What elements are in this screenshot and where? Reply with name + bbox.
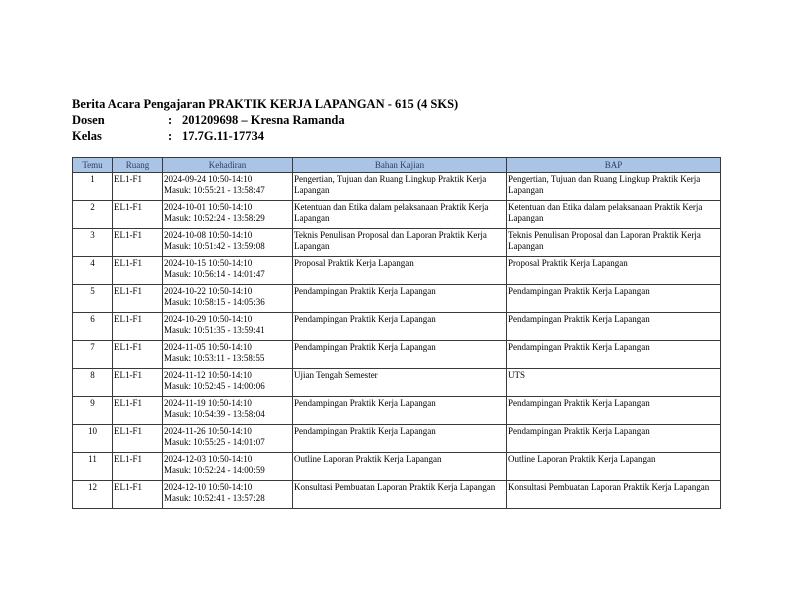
kelas-colon: : xyxy=(168,129,173,143)
kehadiran-checkin: Masuk: 10:51:42 - 13:59:08 xyxy=(164,240,265,251)
cell-bahan-kajian: Pendampingan Praktik Kerja Lapangan xyxy=(293,397,507,425)
cell-temu: 4 xyxy=(73,257,113,285)
cell-bap: Outline Laporan Praktik Kerja Lapangan xyxy=(507,453,721,481)
cell-kehadiran xyxy=(163,257,293,285)
cell-kehadiran xyxy=(163,425,293,453)
table-row xyxy=(73,229,721,257)
cell-bahan-kajian: Ujian Tengah Semester xyxy=(293,369,507,397)
cell-ruang: EL1-F1 xyxy=(113,341,163,369)
cell-ruang: EL1-F1 xyxy=(113,201,163,229)
kehadiran-schedule: 2024-12-10 10:50-14:10 xyxy=(164,482,253,492)
cell-temu: 1 xyxy=(73,173,113,201)
table-row xyxy=(73,313,721,341)
cell-kehadiran xyxy=(163,173,293,201)
table-row xyxy=(73,397,721,425)
cell-temu: 11 xyxy=(73,453,113,481)
cell-temu: 10 xyxy=(73,425,113,453)
column-header-temu: Temu xyxy=(73,158,113,173)
table-row xyxy=(73,285,721,313)
cell-bahan-kajian: Pendampingan Praktik Kerja Lapangan xyxy=(293,285,507,313)
table-row xyxy=(73,173,721,201)
table-row xyxy=(73,453,721,481)
dosen-value: 201209698 – Kresna Ramanda xyxy=(182,113,345,127)
cell-ruang: EL1-F1 xyxy=(113,173,163,201)
cell-bap: Pendampingan Praktik Kerja Lapangan xyxy=(507,313,721,341)
cell-bahan-kajian: Pendampingan Praktik Kerja Lapangan xyxy=(293,341,507,369)
cell-bahan-kajian: Ketentuan dan Etika dalam pelaksanaan Praktik Kerja Lapangan xyxy=(293,201,507,229)
column-header-bap: BAP xyxy=(507,158,721,173)
cell-bahan-kajian: Outline Laporan Praktik Kerja Lapangan xyxy=(293,453,507,481)
table-row xyxy=(73,201,721,229)
kelas-value: 17.7G.11-17734 xyxy=(182,129,264,143)
kelas-label: Kelas xyxy=(72,129,102,143)
kehadiran-schedule: 2024-10-01 10:50-14:10 xyxy=(164,202,253,212)
kehadiran-schedule: 2024-10-08 10:50-14:10 xyxy=(164,230,253,240)
cell-kehadiran xyxy=(163,369,293,397)
kehadiran-schedule: 2024-11-05 10:50-14:10 xyxy=(164,342,252,352)
kehadiran-schedule: 2024-11-26 10:50-14:10 xyxy=(164,426,252,436)
cell-ruang: EL1-F1 xyxy=(113,313,163,341)
kehadiran-schedule: 2024-09-24 10:50-14:10 xyxy=(164,174,253,184)
cell-bap: Pendampingan Praktik Kerja Lapangan xyxy=(507,397,721,425)
kelas-row xyxy=(72,128,458,144)
kehadiran-checkin: Masuk: 10:55:21 - 13:58:47 xyxy=(164,184,265,195)
cell-kehadiran xyxy=(163,285,293,313)
kehadiran-schedule: 2024-11-19 10:50-14:10 xyxy=(164,398,252,408)
table-row xyxy=(73,341,721,369)
kehadiran-checkin: Masuk: 10:58:15 - 14:05:36 xyxy=(164,296,265,307)
table-row xyxy=(73,425,721,453)
column-header-ruang: Ruang xyxy=(113,158,163,173)
cell-kehadiran xyxy=(163,313,293,341)
kehadiran-checkin: Masuk: 10:54:39 - 13:58:04 xyxy=(164,408,265,419)
cell-bahan-kajian: Proposal Praktik Kerja Lapangan xyxy=(293,257,507,285)
cell-bap: Proposal Praktik Kerja Lapangan xyxy=(507,257,721,285)
document-title: Berita Acara Pengajaran PRAKTIK KERJA LAPANGAN - 615 (4 SKS) xyxy=(72,97,459,111)
cell-kehadiran xyxy=(163,341,293,369)
cell-ruang: EL1-F1 xyxy=(113,481,163,509)
cell-kehadiran xyxy=(163,453,293,481)
cell-temu: 5 xyxy=(73,285,113,313)
kehadiran-schedule: 2024-11-12 10:50-14:10 xyxy=(164,370,252,380)
cell-bap: Pendampingan Praktik Kerja Lapangan xyxy=(507,341,721,369)
cell-bap: Pengertian, Tujuan dan Ruang Lingkup Praktik Kerja Lapangan xyxy=(507,173,721,201)
kehadiran-schedule: 2024-10-15 10:50-14:10 xyxy=(164,258,253,268)
cell-ruang: EL1-F1 xyxy=(113,285,163,313)
kehadiran-checkin: Masuk: 10:52:45 - 14:00:06 xyxy=(164,380,265,391)
cell-temu: 2 xyxy=(73,201,113,229)
cell-bap: Pendampingan Praktik Kerja Lapangan xyxy=(507,425,721,453)
table-row xyxy=(73,369,721,397)
cell-bahan-kajian: Pendampingan Praktik Kerja Lapangan xyxy=(293,313,507,341)
kehadiran-checkin: Masuk: 10:52:24 - 14:00:59 xyxy=(164,464,265,475)
cell-ruang: EL1-F1 xyxy=(113,453,163,481)
cell-bap: Teknis Penulisan Proposal dan Laporan Praktik Kerja Lapangan xyxy=(507,229,721,257)
cell-bap: Pendampingan Praktik Kerja Lapangan xyxy=(507,285,721,313)
cell-ruang: EL1-F1 xyxy=(113,397,163,425)
cell-bap: Ketentuan dan Etika dalam pelaksanaan Praktik Kerja Lapangan xyxy=(507,201,721,229)
dosen-colon: : xyxy=(168,113,173,127)
dosen-row xyxy=(72,112,458,128)
cell-temu: 6 xyxy=(73,313,113,341)
cell-ruang: EL1-F1 xyxy=(113,425,163,453)
cell-bap: Konsultasi Pembuatan Laporan Praktik Kerja Lapangan xyxy=(507,481,721,509)
kehadiran-checkin: Masuk: 10:55:25 - 14:01:07 xyxy=(164,436,265,447)
cell-ruang: EL1-F1 xyxy=(113,229,163,257)
kehadiran-checkin: Masuk: 10:53:11 - 13:58:55 xyxy=(164,352,265,363)
column-header-bahan-kajian: Bahan Kajian xyxy=(293,158,507,173)
table-row xyxy=(73,481,721,509)
kehadiran-schedule: 2024-10-22 10:50-14:10 xyxy=(164,286,253,296)
cell-temu: 12 xyxy=(73,481,113,509)
kehadiran-checkin: Masuk: 10:56:14 - 14:01:47 xyxy=(164,268,265,279)
cell-bahan-kajian: Pengertian, Tujuan dan Ruang Lingkup Praktik Kerja Lapangan xyxy=(293,173,507,201)
kehadiran-checkin: Masuk: 10:51:35 - 13:59:41 xyxy=(164,324,265,335)
cell-bahan-kajian: Konsultasi Pembuatan Laporan Praktik Kerja Lapangan xyxy=(293,481,507,509)
cell-kehadiran xyxy=(163,397,293,425)
cell-kehadiran xyxy=(163,229,293,257)
cell-temu: 3 xyxy=(73,229,113,257)
document-header xyxy=(72,96,458,144)
table-row xyxy=(73,257,721,285)
cell-ruang: EL1-F1 xyxy=(113,369,163,397)
cell-kehadiran xyxy=(163,201,293,229)
cell-bahan-kajian: Pendampingan Praktik Kerja Lapangan xyxy=(293,425,507,453)
kehadiran-schedule: 2024-12-03 10:50-14:10 xyxy=(164,454,253,464)
cell-bap: UTS xyxy=(507,369,721,397)
attendance-table xyxy=(72,157,721,509)
kehadiran-checkin: Masuk: 10:52:24 - 13:58:29 xyxy=(164,212,265,223)
kehadiran-checkin: Masuk: 10:52:41 - 13:57:28 xyxy=(164,492,265,503)
kehadiran-schedule: 2024-10-29 10:50-14:10 xyxy=(164,314,253,324)
table-header-row xyxy=(73,158,721,173)
column-header-kehadiran: Kehadiran xyxy=(163,158,293,173)
cell-temu: 8 xyxy=(73,369,113,397)
cell-temu: 9 xyxy=(73,397,113,425)
cell-bahan-kajian: Teknis Penulisan Proposal dan Laporan Praktik Kerja Lapangan xyxy=(293,229,507,257)
cell-kehadiran xyxy=(163,481,293,509)
cell-ruang: EL1-F1 xyxy=(113,257,163,285)
dosen-label: Dosen xyxy=(72,113,105,127)
cell-temu: 7 xyxy=(73,341,113,369)
